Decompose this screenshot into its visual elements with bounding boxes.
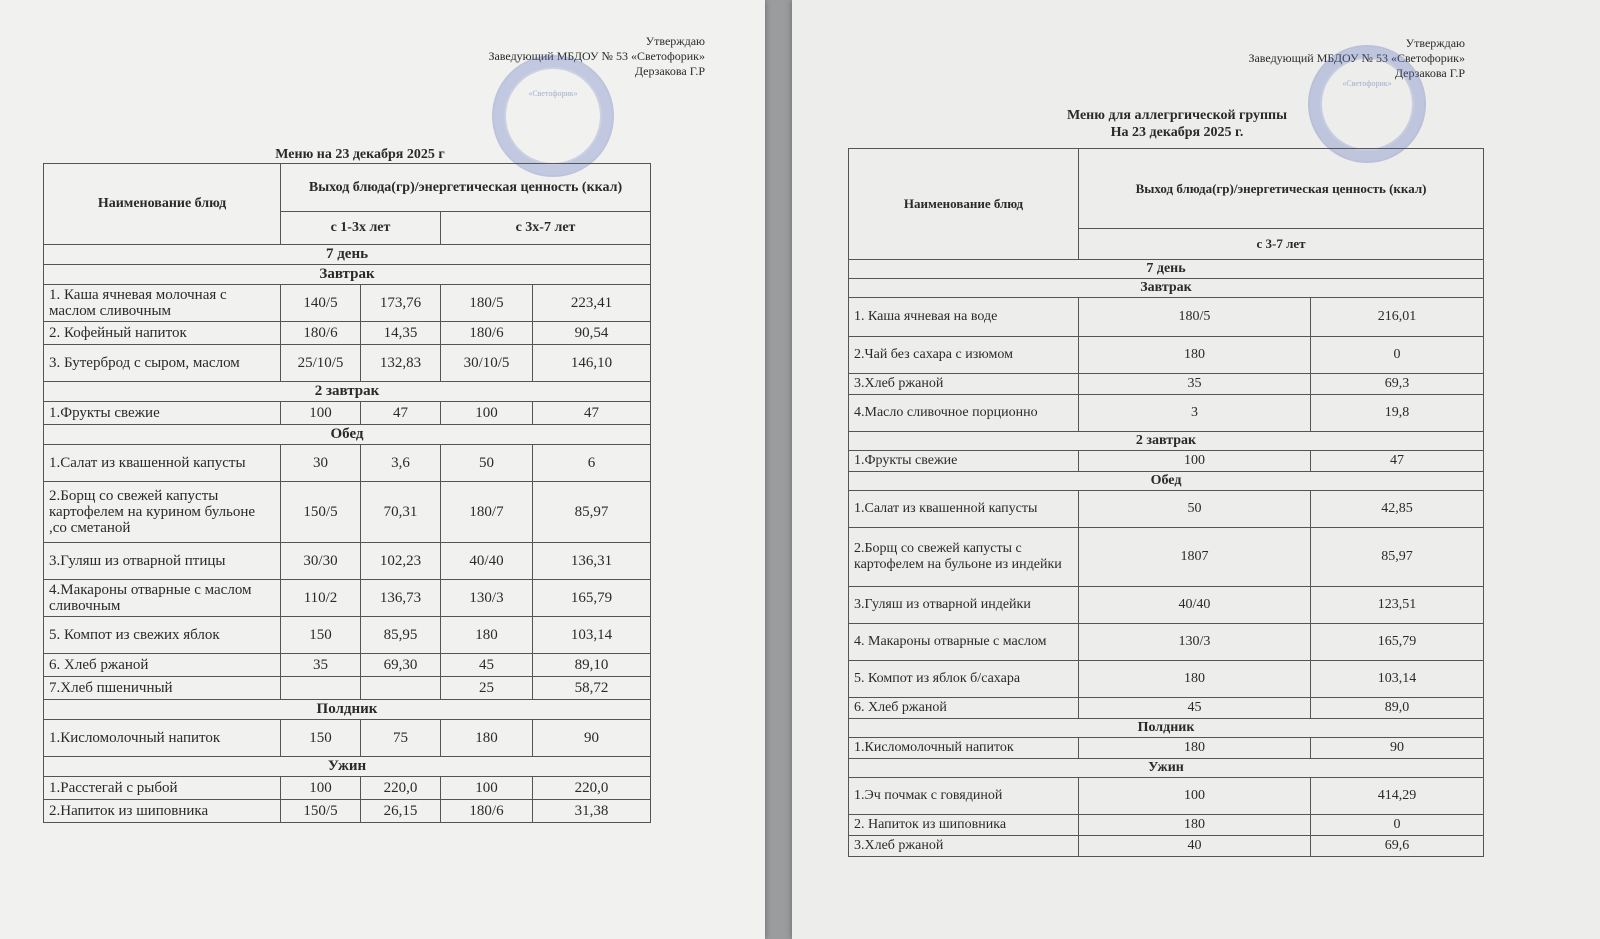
kcal-1-3: 3,6	[361, 445, 441, 482]
kcal-3-7: 85,97	[1311, 528, 1484, 587]
dish-name: 4.Макароны отварные с маслом сливочным	[44, 580, 281, 617]
meal-section-row	[849, 759, 1484, 778]
meal-section-row	[44, 757, 651, 777]
table-row	[849, 661, 1484, 698]
kcal-1-3: 14,35	[361, 322, 441, 345]
day-label: 7 день	[44, 245, 651, 265]
kcal-3-7: 89,10	[533, 654, 651, 677]
dish-name: 1. Каша ячневая молочная с маслом сливочным	[44, 285, 281, 322]
day-label: 7 день	[849, 260, 1484, 279]
dish-name: 2. Напиток из шиповника	[849, 815, 1079, 836]
dish-name: 1.Эч почмак с говядиной	[849, 778, 1079, 815]
stamp-seal-text: «Светофорик»	[528, 89, 578, 98]
meal-section-title: Ужин	[849, 759, 1484, 778]
kcal-1-3: 26,15	[361, 800, 441, 823]
dish-name: 3. Бутерброд с сыром, маслом	[44, 345, 281, 382]
meal-section-row	[849, 719, 1484, 738]
table-row	[44, 720, 651, 757]
weight-3-7: 180/6	[441, 322, 533, 345]
page-subtitle: На 23 декабря 2025 г.	[1110, 125, 1244, 140]
kcal-3-7: 58,72	[533, 677, 651, 700]
left-menu-sheet	[0, 0, 765, 939]
meal-section-title: Обед	[849, 472, 1484, 491]
kcal-3-7: 414,29	[1311, 778, 1484, 815]
page-title	[1022, 107, 1332, 141]
table-row	[849, 624, 1484, 661]
table-row	[849, 298, 1484, 337]
approval-line: Утверждаю	[645, 34, 705, 48]
dish-name: 5. Компот из яблок б/сахара	[849, 661, 1079, 698]
kcal-1-3: 69,30	[361, 654, 441, 677]
dish-name: 5. Компот из свежих яблок	[44, 617, 281, 654]
dish-name: 1.Кисломолочный напиток	[44, 720, 281, 757]
age-group-header: с 3-7 лет	[1079, 229, 1484, 260]
dish-name: 6. Хлеб ржаной	[44, 654, 281, 677]
dish-name: 2.Борщ со свежей капусты картофелем на курином бульоне ,со сметаной	[44, 482, 281, 543]
weight-3-7: 180	[1079, 661, 1311, 698]
meal-section-title: Ужин	[44, 757, 651, 777]
approval-line: Дерзакова Г.Р	[1394, 66, 1465, 80]
weight-1-3: 30/30	[281, 543, 361, 580]
kcal-3-7: 90,54	[533, 322, 651, 345]
kcal-3-7: 31,38	[533, 800, 651, 823]
weight-1-3: 100	[281, 777, 361, 800]
kcal-3-7: 69,6	[1311, 836, 1484, 857]
dish-name: 1. Каша ячневая на воде	[849, 298, 1079, 337]
dish-name: 1.Фрукты свежие	[849, 451, 1079, 472]
approval-block	[1160, 36, 1465, 81]
stamp-seal	[1308, 45, 1426, 163]
kcal-3-7: 90	[1311, 738, 1484, 759]
kcal-1-3: 173,76	[361, 285, 441, 322]
meal-section-row	[849, 472, 1484, 491]
weight-1-3: 110/2	[281, 580, 361, 617]
dish-name: 2.Борщ со свежей капусты с картофелем на бульоне из индейки	[849, 528, 1079, 587]
weight-3-7: 25	[441, 677, 533, 700]
kcal-3-7: 69,3	[1311, 374, 1484, 395]
table-row	[44, 654, 651, 677]
table-row	[849, 451, 1484, 472]
weight-3-7: 45	[1079, 698, 1311, 719]
day-row	[849, 260, 1484, 279]
weight-3-7: 180	[1079, 738, 1311, 759]
kcal-3-7: 223,41	[533, 285, 651, 322]
approval-line: Заведующий МБДОУ № 53 «Светофорик»	[1248, 51, 1465, 65]
weight-3-7: 180/7	[441, 482, 533, 543]
dish-name: 2.Чай без сахара с изюмом	[849, 337, 1079, 374]
output-header: Выход блюда(гр)/энергетическая ценность (ккал)	[281, 164, 651, 212]
meal-section-title: Полдник	[44, 700, 651, 720]
weight-3-7: 30/10/5	[441, 345, 533, 382]
weight-1-3: 150/5	[281, 800, 361, 823]
approval-line: Дерзакова Г.Р	[634, 64, 705, 78]
kcal-1-3: 102,23	[361, 543, 441, 580]
dish-name: 2.Напиток из шиповника	[44, 800, 281, 823]
kcal-3-7: 216,01	[1311, 298, 1484, 337]
kcal-3-7: 165,79	[1311, 624, 1484, 661]
table-row	[44, 777, 651, 800]
meal-section-title: 2 завтрак	[44, 382, 651, 402]
table-row	[44, 677, 651, 700]
header-row	[849, 149, 1484, 229]
table-row	[44, 345, 651, 382]
dish-name: 3.Гуляш из отварной птицы	[44, 543, 281, 580]
dish-name: 1.Салат из квашенной капусты	[44, 445, 281, 482]
day-row	[44, 245, 651, 265]
table-row	[44, 543, 651, 580]
meal-section-title: Завтрак	[849, 279, 1484, 298]
kcal-3-7: 85,97	[533, 482, 651, 543]
table-row	[44, 580, 651, 617]
weight-3-7: 50	[441, 445, 533, 482]
dish-name: 1.Фрукты свежие	[44, 402, 281, 425]
kcal-1-3: 47	[361, 402, 441, 425]
kcal-1-3: 75	[361, 720, 441, 757]
kcal-3-7: 19,8	[1311, 395, 1484, 432]
table-row	[849, 836, 1484, 857]
dish-name: 3.Хлеб ржаной	[849, 836, 1079, 857]
table-row	[44, 402, 651, 425]
weight-3-7: 100	[1079, 778, 1311, 815]
kcal-3-7: 0	[1311, 815, 1484, 836]
weight-1-3	[281, 677, 361, 700]
weight-3-7: 130/3	[441, 580, 533, 617]
table-row	[44, 445, 651, 482]
kcal-1-3: 220,0	[361, 777, 441, 800]
weight-1-3: 25/10/5	[281, 345, 361, 382]
table-row	[849, 738, 1484, 759]
table-row	[849, 587, 1484, 624]
dish-name: 1.Салат из квашенной капусты	[849, 491, 1079, 528]
table-row	[849, 778, 1484, 815]
weight-3-7: 40/40	[441, 543, 533, 580]
table-row	[44, 617, 651, 654]
table-row	[849, 337, 1484, 374]
weight-1-3: 180/6	[281, 322, 361, 345]
meal-section-row	[849, 279, 1484, 298]
kcal-3-7: 42,85	[1311, 491, 1484, 528]
kcal-3-7: 165,79	[533, 580, 651, 617]
approval-line: Утверждаю	[1405, 36, 1465, 50]
meal-section-title: Завтрак	[44, 265, 651, 285]
dish-name: 4. Макароны отварные с маслом	[849, 624, 1079, 661]
weight-3-7: 40/40	[1079, 587, 1311, 624]
dish-name: 3.Гуляш из отварной индейки	[849, 587, 1079, 624]
weight-1-3: 150	[281, 720, 361, 757]
table-row	[849, 395, 1484, 432]
kcal-1-3: 132,83	[361, 345, 441, 382]
weight-1-3: 35	[281, 654, 361, 677]
weight-3-7: 130/3	[1079, 624, 1311, 661]
weight-3-7: 35	[1079, 374, 1311, 395]
weight-3-7: 100	[441, 402, 533, 425]
weight-3-7: 180	[1079, 815, 1311, 836]
allergy-menu-table	[848, 148, 1484, 857]
kcal-1-3	[361, 677, 441, 700]
dish-name: 1.Кисломолочный напиток	[849, 738, 1079, 759]
weight-3-7: 180	[1079, 337, 1311, 374]
weight-3-7: 180/5	[1079, 298, 1311, 337]
weight-3-7: 40	[1079, 836, 1311, 857]
header-row	[44, 164, 651, 212]
kcal-3-7: 90	[533, 720, 651, 757]
table-row	[849, 698, 1484, 719]
kcal-3-7: 0	[1311, 337, 1484, 374]
weight-3-7: 180/6	[441, 800, 533, 823]
dish-name: 4.Масло сливочное порционно	[849, 395, 1079, 432]
meal-section-row	[849, 432, 1484, 451]
kcal-3-7: 6	[533, 445, 651, 482]
kcal-1-3: 85,95	[361, 617, 441, 654]
kcal-3-7: 146,10	[533, 345, 651, 382]
weight-3-7: 180/5	[441, 285, 533, 322]
weight-3-7: 100	[441, 777, 533, 800]
weight-1-3: 140/5	[281, 285, 361, 322]
page-title: Меню на 23 декабря 2025 г	[275, 147, 445, 162]
table-row	[849, 491, 1484, 528]
dish-name-header: Наименование блюд	[849, 149, 1079, 260]
weight-1-3: 150/5	[281, 482, 361, 543]
approval-line: Заведующий МБДОУ № 53 «Светофорик»	[488, 49, 705, 63]
meal-section-title: 2 завтрак	[849, 432, 1484, 451]
table-row	[849, 374, 1484, 395]
table-row	[849, 528, 1484, 587]
weight-1-3: 100	[281, 402, 361, 425]
meal-section-title: Полдник	[849, 719, 1484, 738]
dish-name: 2. Кофейный напиток	[44, 322, 281, 345]
kcal-3-7: 47	[533, 402, 651, 425]
table-row	[44, 800, 651, 823]
table-row	[44, 482, 651, 543]
kcal-3-7: 123,51	[1311, 587, 1484, 624]
page-title-line: Меню для аллегргической группы	[1066, 108, 1288, 123]
kcal-3-7: 220,0	[533, 777, 651, 800]
dish-name: 1.Расстегай с рыбой	[44, 777, 281, 800]
weight-3-7: 180	[441, 617, 533, 654]
weight-3-7: 45	[441, 654, 533, 677]
weight-3-7: 3	[1079, 395, 1311, 432]
weight-3-7: 180	[441, 720, 533, 757]
weight-1-3: 150	[281, 617, 361, 654]
kcal-3-7: 103,14	[533, 617, 651, 654]
output-header: Выход блюда(гр)/энергетическая ценность (ккал)	[1079, 149, 1484, 229]
kcal-3-7: 136,31	[533, 543, 651, 580]
meal-section-row	[44, 700, 651, 720]
kcal-1-3: 136,73	[361, 580, 441, 617]
kcal-3-7: 89,0	[1311, 698, 1484, 719]
age-group-header: с 1-3х лет	[281, 212, 441, 245]
dish-name: 7.Хлеб пшеничный	[44, 677, 281, 700]
age-group-header: с 3х-7 лет	[441, 212, 651, 245]
stamp-seal-text: «Светофорик»	[1342, 79, 1392, 88]
kcal-3-7: 103,14	[1311, 661, 1484, 698]
weight-3-7: 50	[1079, 491, 1311, 528]
meal-section-row	[44, 265, 651, 285]
meal-section-row	[44, 425, 651, 445]
meal-section-title: Обед	[44, 425, 651, 445]
stamp-seal	[492, 55, 614, 177]
weight-1-3: 30	[281, 445, 361, 482]
meal-section-row	[44, 382, 651, 402]
dish-name: 3.Хлеб ржаной	[849, 374, 1079, 395]
kcal-3-7: 47	[1311, 451, 1484, 472]
kcal-1-3: 70,31	[361, 482, 441, 543]
dish-name: 6. Хлеб ржаной	[849, 698, 1079, 719]
dish-name-header: Наименование блюд	[44, 164, 281, 245]
table-row	[44, 322, 651, 345]
menu-table	[43, 163, 651, 823]
weight-3-7: 1807	[1079, 528, 1311, 587]
weight-3-7: 100	[1079, 451, 1311, 472]
right-menu-sheet	[792, 0, 1600, 939]
table-row	[44, 285, 651, 322]
table-row	[849, 815, 1484, 836]
